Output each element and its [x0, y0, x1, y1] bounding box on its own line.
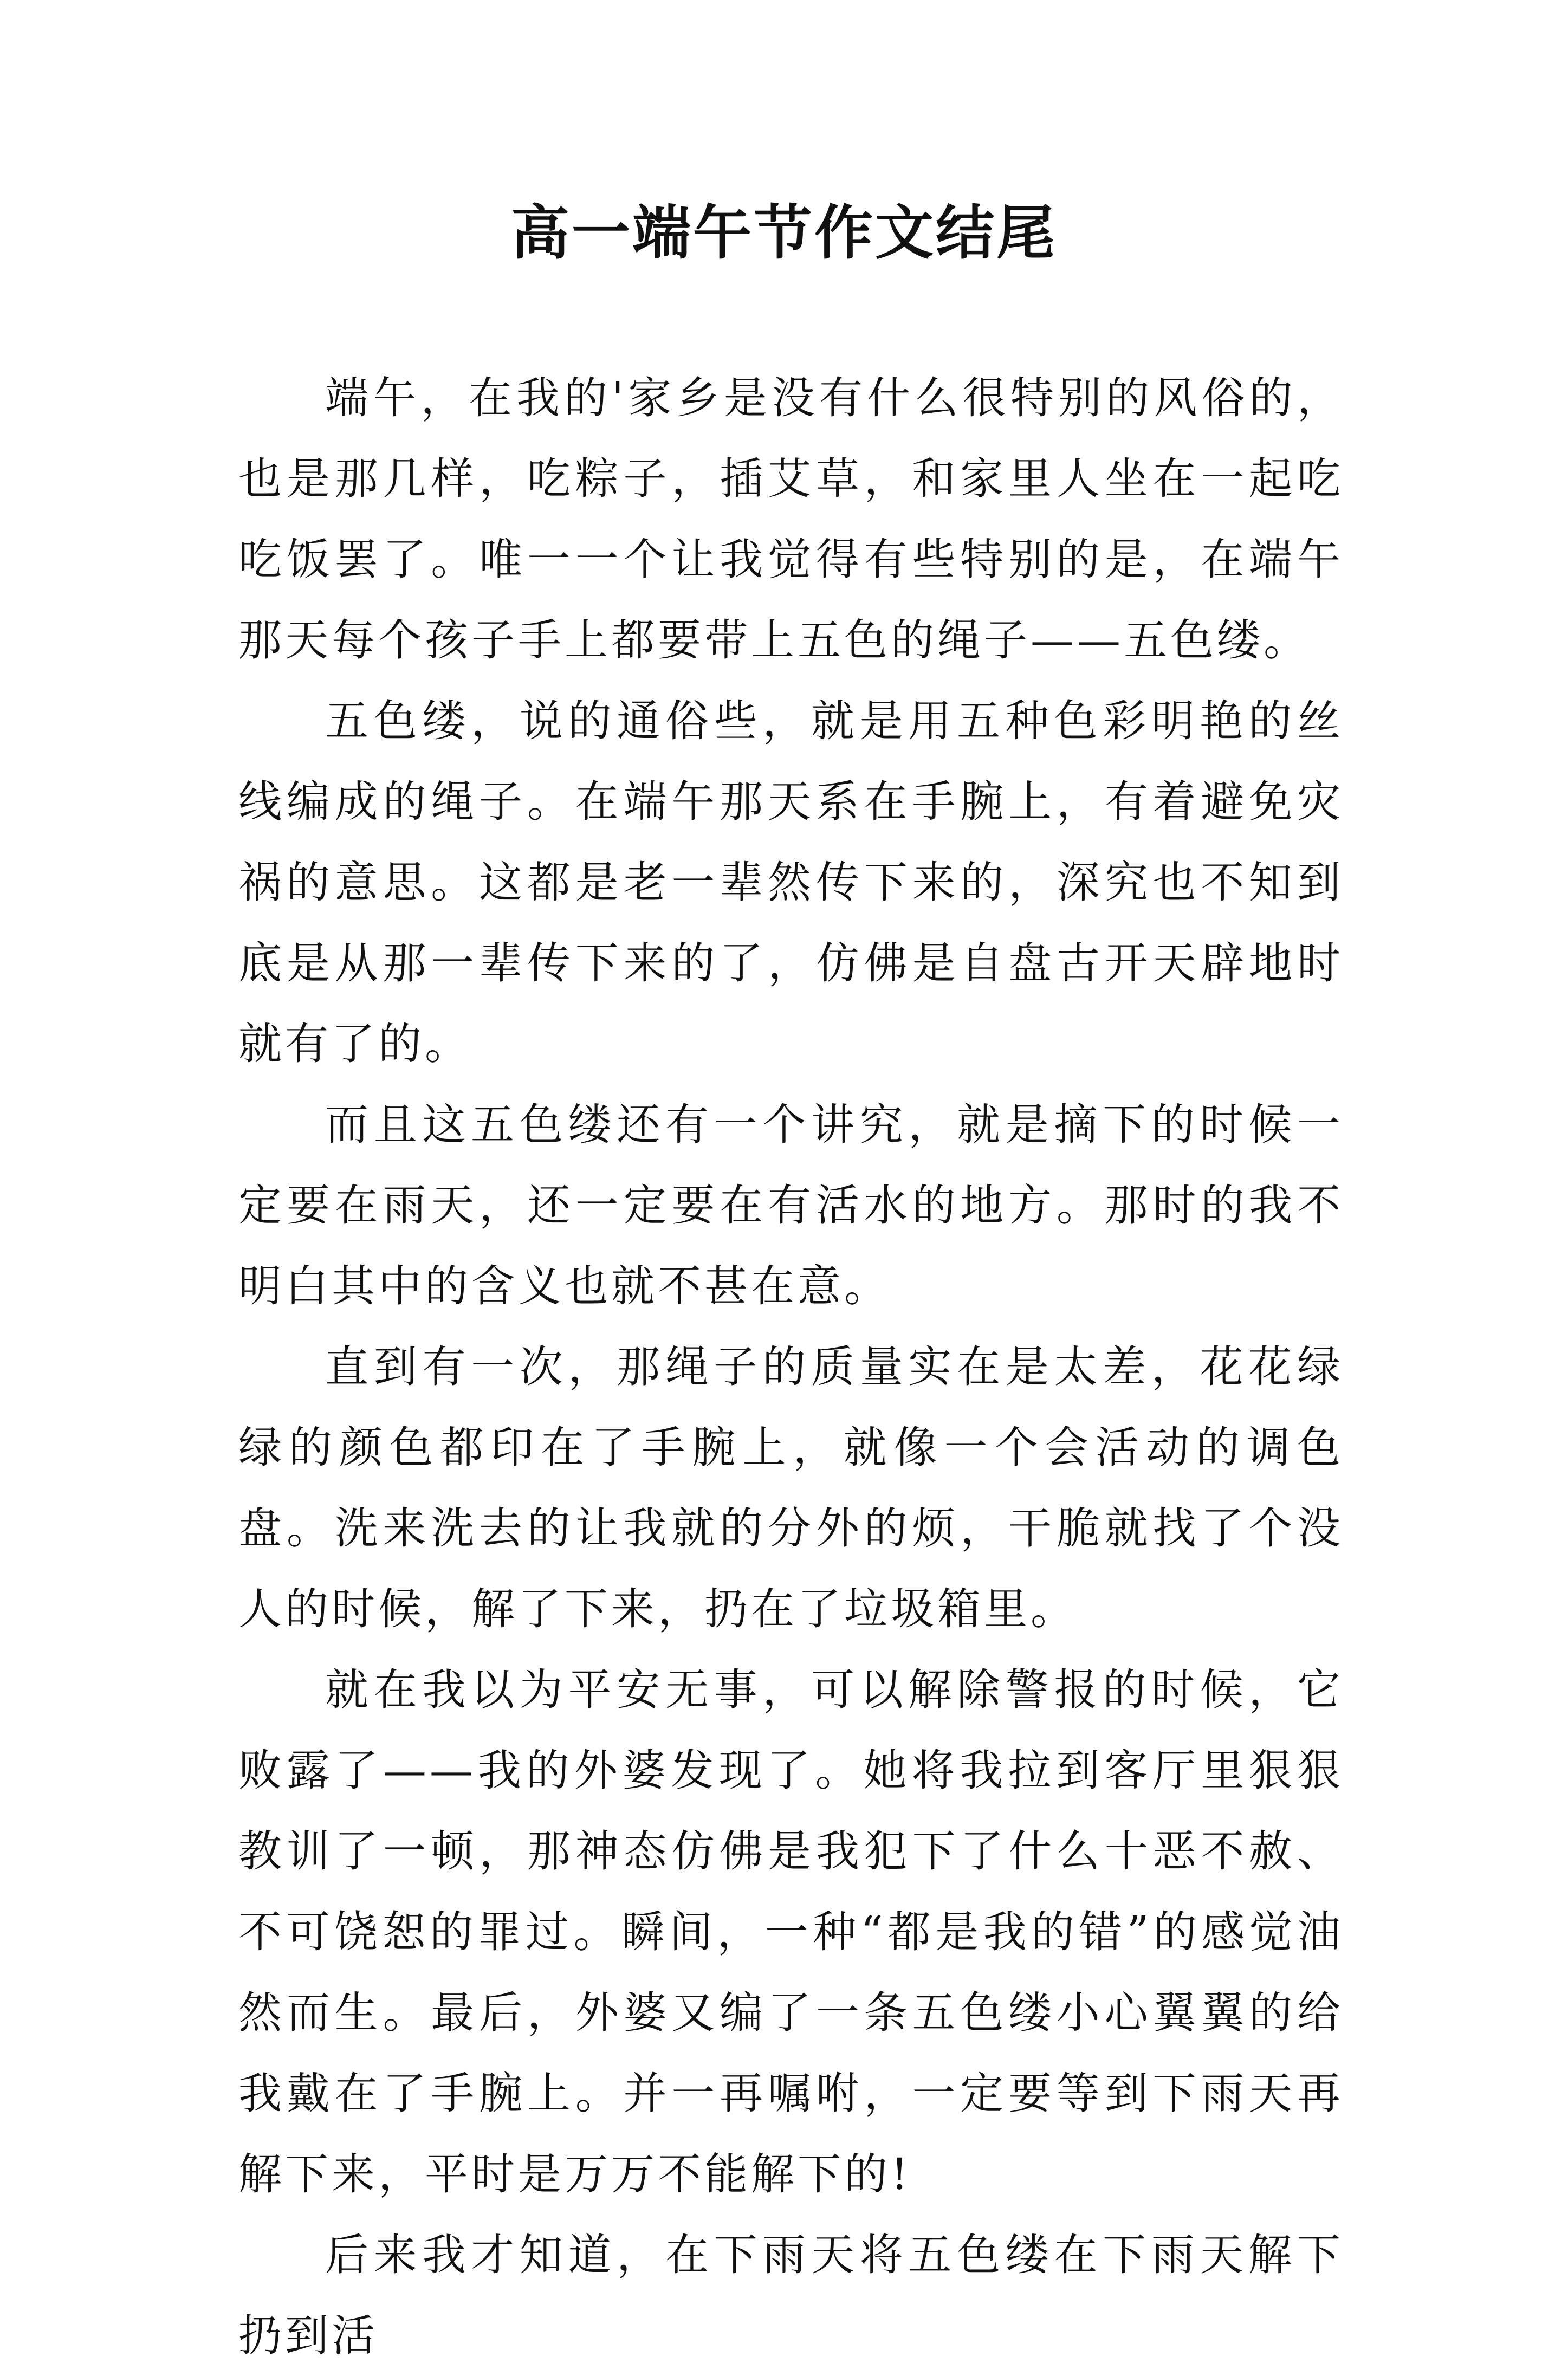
- paragraph-4: 直到有一次，那绳子的质量实在是太差，花花绿绿的颜色都印在了手腕上，就像一个会活动的调色盘。洗来洗去的让我就的分外的烦，干脆就找了个没人的时候，解了下来，扔在了垃圾箱里。: [238, 1342, 1344, 1634]
- paragraph-5: 就在我以为平安无事，可以解除警报的时候，它败露了——我的外婆发现了。她将我拉到客厅里狠狠教训了一顿，那神态仿佛是我犯下了什么十恶不赦、不可饶恕的罪过。瞬间，一种“都是我的错”的感觉油然而生。最后，外婆又编了一条五色缕小心翼翼的给我戴在了手腕上。并一再嘱咐，一定要等到下雨天再解下来，平时是万万不能解下的!: [238, 1665, 1344, 2199]
- paragraph-3: 而且这五色缕还有一个讲究，就是摘下的时候一定要在雨天，还一定要在有活水的地方。那时的我不明白其中的含义也就不甚在意。: [238, 1099, 1344, 1311]
- document-title: 高一端午节作文结尾: [510, 199, 1057, 267]
- paragraph-2: 五色缕，说的通俗些，就是用五种色彩明艳的丝线编成的绳子。在端午那天系在手腕上，有着避免灾祸的意思。这都是老一辈然传下来的，深究也不知到底是从那一辈传下来的了，仿佛是自盘古开天辟地时就有了的。: [238, 696, 1344, 1069]
- document-body: [238, 358, 1344, 2376]
- paragraph-6: 后来我才知道，在下雨天将五色缕在下雨天解下扔到活: [238, 2230, 1344, 2361]
- paragraph-1: 端午，在我的'家乡是没有什么很特别的风俗的，也是那几样，吃粽子，插艾草，和家里人坐在一起吃吃饭罢了。唯一一个让我觉得有些特别的是，在端午那天每个孩子手上都要带上五色的绳子——五色缕。: [238, 373, 1344, 665]
